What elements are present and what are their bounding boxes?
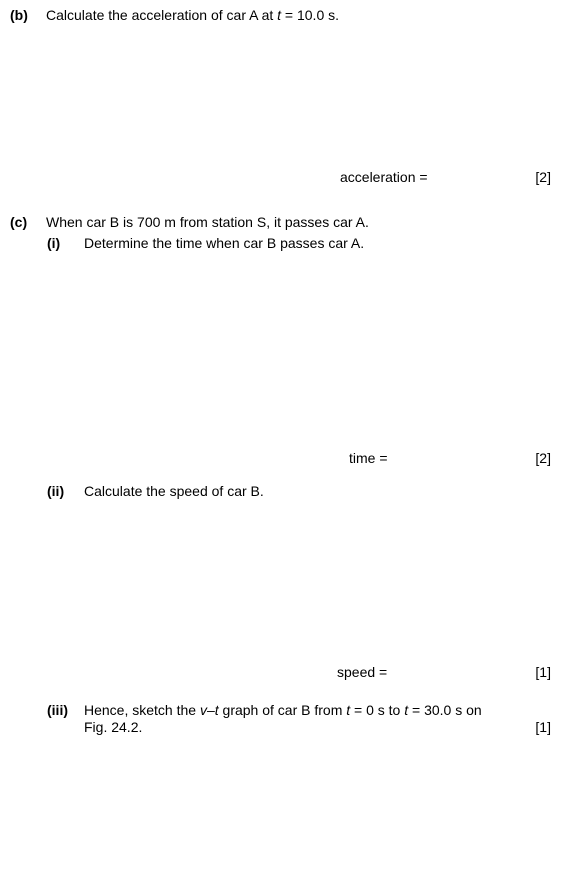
sub-ii-question: Calculate the speed of car B. <box>84 483 264 499</box>
part-c-intro: When car B is 700 m from station S, it passes car A. <box>46 214 369 230</box>
part-b-question-tail: = 10.0 s. <box>281 7 340 23</box>
part-b-time-variable: t <box>277 7 282 23</box>
sub-iii-text-a: Hence, sketch the <box>84 702 200 718</box>
sub-iii-text-d: = 30.0 s on <box>408 702 482 718</box>
speed-answer-label: speed = <box>337 664 388 680</box>
part-b-label: (b) <box>10 7 28 23</box>
sub-iii-marks: [1] <box>535 719 551 735</box>
sub-iii-text-c: = 0 s to <box>350 702 405 718</box>
acceleration-answer-label: acceleration = <box>340 169 428 185</box>
part-c-label: (c) <box>10 214 28 230</box>
sub-iii-var-t: t <box>214 702 219 718</box>
sub-ii-marks: [1] <box>535 664 551 680</box>
sub-iii-question-line1 <box>84 702 482 719</box>
sub-iii-var-v: v <box>199 702 207 718</box>
sub-iii-var-t2: t <box>346 702 351 718</box>
sub-iii-label: (iii) <box>47 702 68 718</box>
sub-i-label: (i) <box>47 235 61 251</box>
part-b-question <box>46 7 339 24</box>
sub-iii-question-line2: Fig. 24.2. <box>84 719 143 735</box>
sub-ii-label: (ii) <box>47 483 65 499</box>
part-b-marks: [2] <box>535 169 551 185</box>
sub-iii-text-b: graph of car B from <box>218 702 347 718</box>
sub-i-question: Determine the time when car B passes car A. <box>84 235 365 251</box>
sub-i-marks: [2] <box>535 450 551 466</box>
part-b-question-text: Calculate the acceleration of car A at <box>46 7 278 23</box>
sub-iii-dash: – <box>206 702 215 718</box>
time-answer-label: time = <box>349 450 388 466</box>
sub-iii-var-t3: t <box>404 702 409 718</box>
